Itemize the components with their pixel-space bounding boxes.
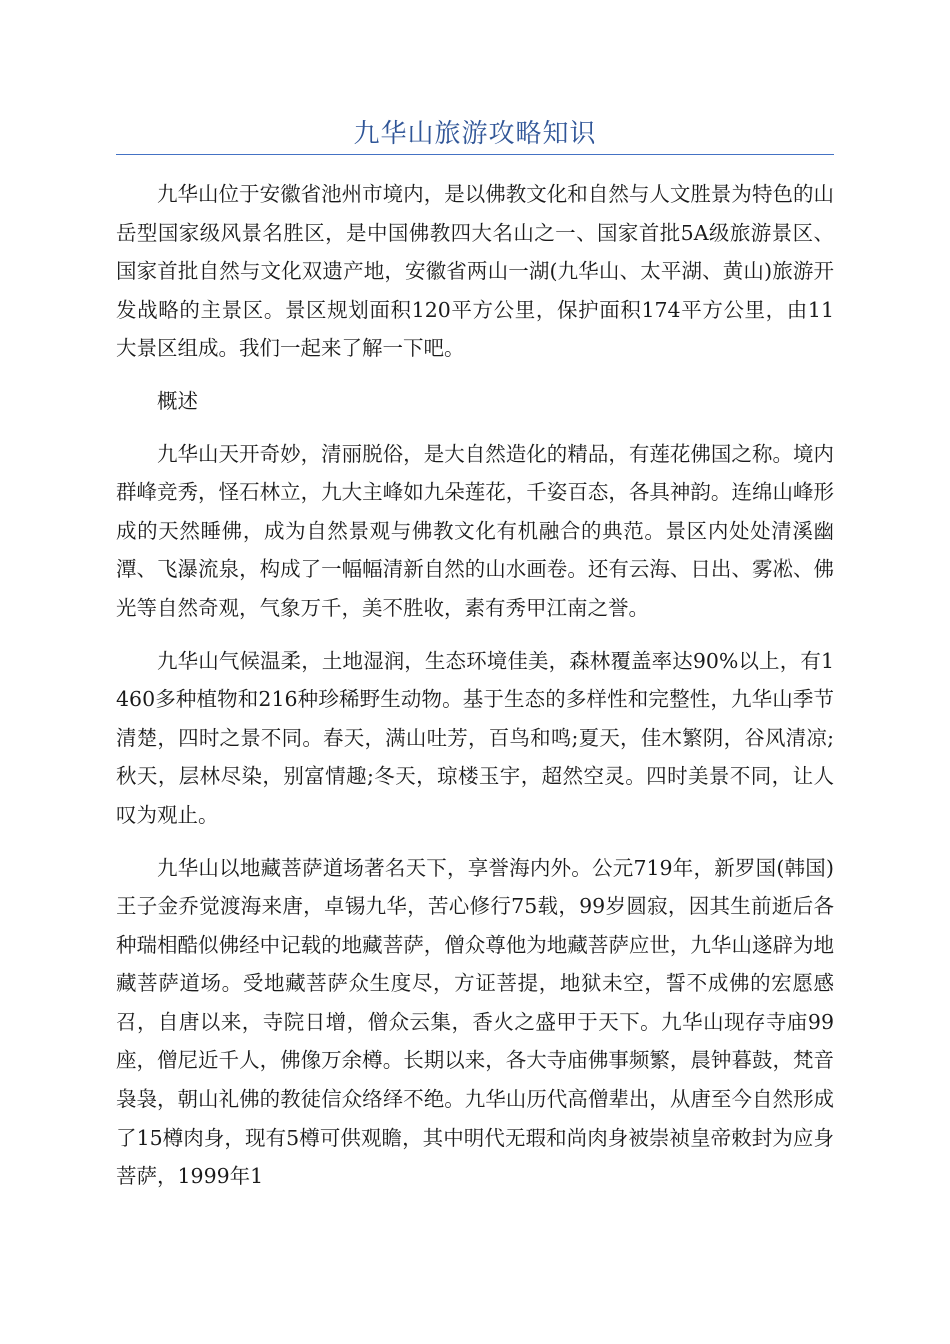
paragraph-scenery: 九华山天开奇妙，清丽脱俗，是大自然造化的精品，有莲花佛国之称。境内群峰竞秀，怪石林立，九大主峰如九朵莲花，千姿百态，各具神韵。连绵山峰形成的天然睡佛，成为自然景观与佛教文化有机融合的典范。景区内处处清溪幽潭、飞瀑流泉，构成了一幅幅清新自然的山水画卷。还有云海、日出、雾凇、佛光等自然奇观，气象万千，美不胜收，素有秀甲江南之誉。 <box>116 441 834 620</box>
paragraph-climate: 九华山气候温柔，土地湿润，生态环境佳美，森林覆盖率达90%以上，有1460多种植物和216种珍稀野生动物。基于生态的多样性和完整性，九华山季节清楚，四时之景不同。春天，满山吐芳，百鸟和鸣;夏天，佳木繁阴，谷风清凉;秋天，层林尽染，别富情趣;冬天，琼楼玉宇，超然空灵。四时美景不同，让人叹为观止。 <box>116 648 834 827</box>
document-page <box>116 0 834 1344</box>
document-title: 九华山旅游攻略知识 <box>353 119 597 149</box>
paragraph-intro: 九华山位于安徽省池州市境内，是以佛教文化和自然与人文胜景为特色的山岳型国家级风景名胜区，是中国佛教四大名山之一、国家首批5A级旅游景区、国家首批自然与文化双遗产地，安徽省两山一湖(九华山、太平湖、黄山)旅游开发战略的主景区。景区规划面积120平方公里，保护面积174平方公里，由11大景区组成。我们一起来了解一下吧。 <box>116 182 834 361</box>
paragraph-buddhism: 九华山以地藏菩萨道场著名天下，享誉海内外。公元719年，新罗国(韩国)王子金乔觉渡海来唐，卓锡九华，苦心修行75载，99岁圆寂，因其生前逝后各种瑞相酷似佛经中记载的地藏菩萨，僧众尊他为地藏菩萨应世，九华山遂辟为地藏菩萨道场。受地藏菩萨众生度尽，方证菩提，地狱未空，誓不成佛的宏愿感召，自唐以来，寺院日增，僧众云集，香火之盛甲于天下。九华山现存寺庙99座，僧尼近千人，佛像万余樽。长期以来，各大寺庙佛事频繁，晨钟暮鼓，梵音袅袅，朝山礼佛的教徒信众络绎不绝。九华山历代高僧辈出，从唐至今自然形成了15樽肉身，现有5樽可供观瞻，其中明代无瑕和尚肉身被崇祯皇帝敕封为应身菩萨，1999年1 <box>116 855 834 1189</box>
section-heading-overview: 概述 <box>157 388 198 413</box>
title-underline <box>116 154 834 155</box>
document-body <box>116 175 834 1210</box>
